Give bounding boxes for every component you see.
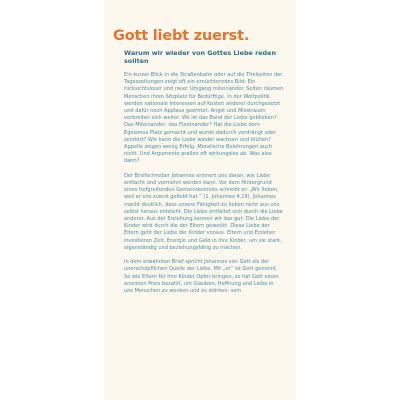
paragraph-1: Ein kurzer Blick in die Straßenbahn oder auf die Titelseiten der Tageszeitungen zeigt oft ein ernüchterndes Bild: Ein rücksichtsloser und rauer Umgang miteinander. Selten räumen Menschen ihren Sitzplatz für Bedürftige. In der Weltpolitik werden nationale Interessen auf Kosten anderer durchgesetzt und dafür noch Applaus geerntet. Angst und Misstrauen verbreiten sich weiter. Wo ist das Band der Liebe geblieben? Das Miteinander, das Füreinander? Hat die Liebe dem Egoismus Platz gemacht und wurde dadurch verdrängt oder zerstört? Wie kann die Liebe wieder wachsen und blühen? Appelle zeigen wenig Erfolg. Moralische Belehrungen auch nicht. Und Argumente prallen oft wirkungslos ab. Was also dann? [124,72,284,165]
paragraph-3: In dem erwähnten Brief spricht Johannes von Gott als der unerschöpflichen Quelle der Liebe. Mit „er“ ist Gott gemeint. So wie Eltern für ihre Kinder Opfer bringen, so hat Gott einen enormen Preis bezahlt, um Glauben, Hoffnung und Liebe in uns Menschen zu wecken und zu stärken: sein [124,259,279,295]
page-title: Gott liebt zuerst. [113,28,250,44]
body-text [124,72,284,302]
paragraph-2: Der Briefschreiber Johannes erinnert uns daran, wie Liebe entfacht und vermehrt werden kann. Vor dem Hintergrund eines tiefgreifenden Gemeindestreits schreibt er: „Wir lieben, weil er uns zuerst geliebt hat.“ (1. Johannes 4,19). Johannes macht deutlich, dass unsere Fähigkeit zu lieben nicht aus uns selbst heraus entsteht. Die Liebe entfaltet sich durch die Liebe anderer. Aus der Erziehung kennen wir das gut: Die Liebe der Kinder wird durch die der Eltern geweckt. Diese Liebe der Eltern geht der Liebe der Kinder voraus. Eltern und Erzieher investieren Zeit, Energie und Geld in ihre Kinder, um sie stark, eigenständig und beziehungsfähig zu machen. [124,172,283,251]
document-page [104,0,296,400]
page-subtitle: Warum wir wieder von Gottes Liebe reden sollten [124,49,277,66]
